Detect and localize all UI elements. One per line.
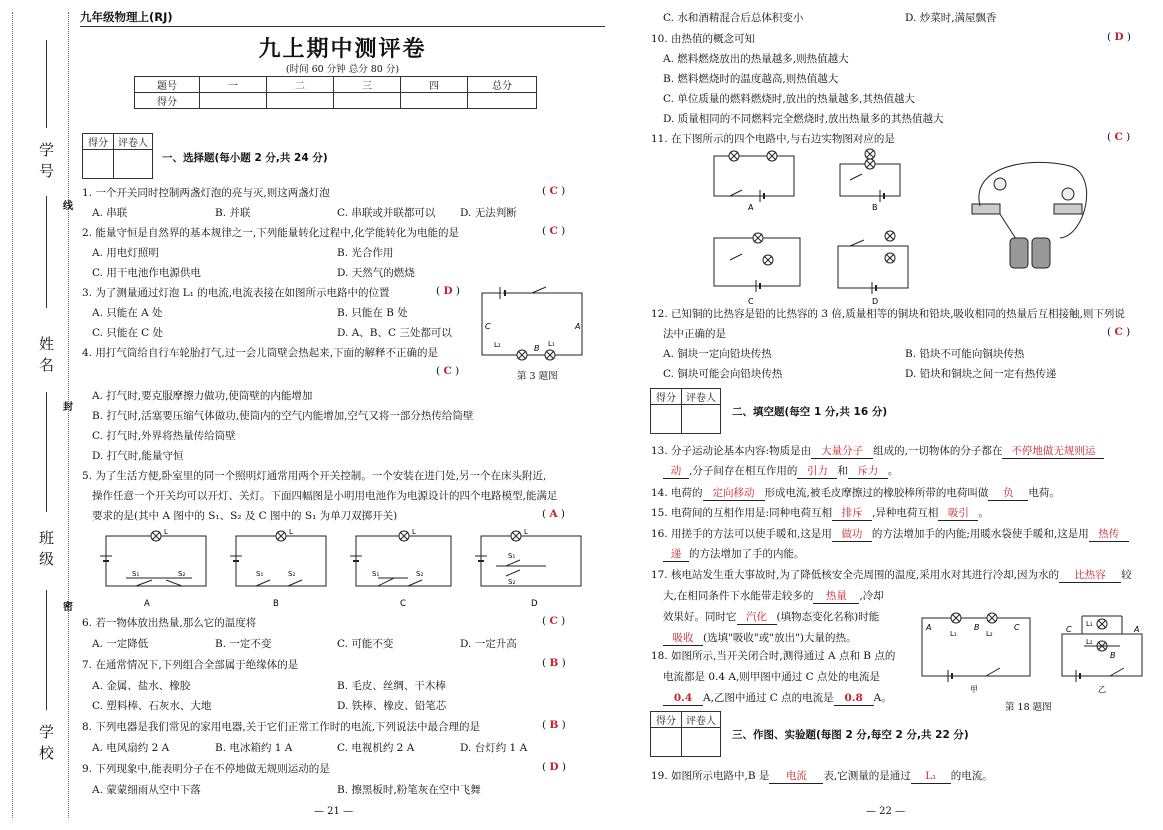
score-header-cell: 一 — [200, 77, 267, 93]
q5-line-2: 操作任意一个开关均可以开灯、关灯。下面四幅图是小明用电池作为电源设计的四个电路模型,能满足 — [92, 490, 558, 502]
section-2-title: 二、填空题(每空 1 分,共 16 分) — [732, 406, 888, 418]
svg-text:C: C — [1066, 625, 1072, 634]
q11-label-a: A — [748, 203, 754, 212]
svg-text:S₂: S₂ — [178, 570, 186, 578]
q4-answer-bracket: ( C ) — [436, 365, 460, 377]
grader-label: 评卷人 — [682, 712, 721, 728]
q10-stem: 10. 由热值的概念可知 — [651, 33, 756, 45]
score-cell — [267, 93, 334, 109]
grade-label: 得分 — [651, 389, 682, 405]
q9-answer-bracket: ( D ) — [542, 761, 566, 773]
q8-stem: 8. 下列电器是我们常见的家用电器,关于它们正常工作时的电流,下列说法中最合理的是 — [82, 721, 481, 733]
q12-answer: C — [1114, 326, 1123, 338]
q8-option-a: A. 电风扇约 2 A — [92, 742, 170, 754]
q6-answer: C — [549, 615, 558, 627]
q17-blank-4: 吸收 — [663, 632, 703, 646]
section-1-title: 一、选择题(每小题 2 分,共 24 分) — [162, 152, 328, 164]
q6-stem: 6. 若一物体放出热量,那么它的温度将 — [82, 617, 257, 629]
section-3-title: 三、作图、实验题(每图 2 分,每空 2 分,共 22 分) — [732, 729, 969, 741]
q3-lamp-l2: L₂ — [494, 341, 501, 349]
q9-option-a: A. 蒙蒙细雨从空中下落 — [92, 784, 201, 796]
score-header-cell: 三 — [334, 77, 401, 93]
q8-answer: B — [549, 719, 559, 731]
svg-text:B: B — [974, 623, 980, 632]
score-cell — [334, 93, 401, 109]
page-subtitle: (时间 60 分钟 总分 80 分) — [285, 64, 400, 75]
class-blank — [46, 392, 47, 512]
q5-answer: A — [549, 508, 558, 520]
q3-option-b: B. 只能在 B 处 — [337, 307, 408, 319]
q5-line-3: 要求的是(其中 A 图中的 S₁、S₂ 及 C 图中的 S₁ 为单刀双掷开关) — [92, 510, 398, 522]
grade-label: 得分 — [83, 134, 114, 150]
svg-text:C: C — [1014, 623, 1020, 632]
q18-label-yi: 乙 — [1098, 685, 1106, 694]
q1-option-d: D. 无法判断 — [460, 207, 517, 219]
q16-blank-2-cont: 递 — [663, 548, 689, 562]
grader-label: 评卷人 — [682, 389, 721, 405]
q8-answer-bracket: ( B ) — [542, 719, 566, 731]
q2-stem: 2. 能量守恒是自然界的基本规律之一,下列能量转化过程中,化学能转化为电能的是 — [82, 227, 460, 239]
page-number-right: — 22 — — [866, 806, 906, 817]
score-cell — [401, 93, 468, 109]
q3-circuit-figure — [472, 283, 594, 363]
svg-text:L₂: L₂ — [1086, 638, 1093, 646]
svg-text:S₁: S₁ — [372, 570, 380, 578]
q1-answer-bracket: ( C ) — [542, 185, 566, 197]
q3-lamp-l1: L₁ — [548, 340, 555, 348]
q12-line-2: 法中正确的是 — [663, 328, 726, 340]
q13-blank-3: 引力 — [797, 465, 837, 479]
q6-answer-bracket: ( C ) — [542, 615, 566, 627]
q2-answer-bracket: ( C ) — [542, 225, 566, 237]
seal-mark-seal: 封 — [63, 402, 73, 413]
q6-option-b: B. 一定不变 — [215, 638, 272, 650]
q19-blank-1: 电流 — [769, 770, 823, 784]
svg-text:L₁: L₁ — [950, 630, 957, 638]
q13-line-2: 动 ,分子间存在相互作用的 引力 和 斥力 。 — [663, 463, 898, 479]
svg-text:B: B — [1110, 651, 1116, 660]
q7-option-b: B. 毛皮、丝绸、干木棒 — [337, 680, 446, 692]
seal-mark-secret: 密 — [63, 602, 73, 613]
q4-option-b: B. 打气时,活塞要压缩气体做功,使筒内的空气内能增加,空气又将一部分热传给筒壁 — [92, 410, 474, 422]
q16-line-2: 递 的方法增加了手的内能。 — [663, 546, 805, 562]
q4-answer: C — [443, 365, 452, 377]
q12-answer-bracket: ( C ) — [1107, 326, 1131, 338]
q18-blank-2: 0.8 — [834, 692, 874, 706]
q3-figure-caption: 第 3 题图 — [517, 371, 558, 382]
q10-option-d: D. 质量相同的不同燃料完全燃烧时,放出热量多的其热值越大 — [663, 113, 944, 125]
q13-blank-4: 斥力 — [848, 465, 888, 479]
q18-blank-1: 0.4 — [663, 692, 703, 706]
school-label: 学校 — [37, 724, 55, 766]
q4-option-d: D. 打气时,能量守恒 — [92, 450, 184, 462]
q18-label-jia: 甲 — [970, 685, 978, 694]
q11-stem: 11. 在下图所示的四个电路中,与右边实物图对应的是 — [651, 133, 895, 145]
q8-option-d: D. 台灯约 1 A — [460, 742, 528, 754]
dotted-border-inner — [68, 12, 69, 818]
q5-lamp-l-d: L — [524, 528, 528, 536]
q17-blank-3: 汽化 — [737, 611, 777, 625]
q10-option-a: A. 燃料燃烧放出的热量越多,则热值越大 — [663, 53, 849, 65]
q8-option-b: B. 电冰箱约 1 A — [215, 742, 293, 754]
svg-text:A: A — [926, 623, 932, 632]
q14-line: 14. 电荷的 定向移动 形成电流,被毛皮摩擦过的橡胶棒所带的电荷叫做 负 电荷。 — [651, 487, 1060, 499]
number-label: 学号 — [37, 142, 55, 184]
q16-line-1: 16. 用搓手的方法可以使手暖和,这是用 做功 的方法增加手的内能;用暖水袋使手暖和,这是用 热传 — [651, 526, 1129, 542]
q5-label-c: C — [400, 599, 406, 608]
q11-label-b: B — [872, 203, 878, 212]
q9-option-b: B. 擦黑板时,粉笔灰在空中飞舞 — [337, 784, 481, 796]
page-number-left: — 21 — — [314, 806, 354, 817]
q12-option-b: B. 铅块不可能向铜块传热 — [905, 348, 1025, 360]
q1-option-b: B. 并联 — [215, 207, 251, 219]
q12-option-a: A. 铜块一定向铅块传热 — [663, 348, 772, 360]
q13-blank-2-cont: 动 — [663, 465, 689, 479]
q10-option-c: C. 单位质量的燃料燃烧时,放出的热量越多,其热值越大 — [663, 93, 916, 105]
binding-strip — [0, 0, 73, 830]
q11-answer: C — [1114, 131, 1123, 143]
dotted-border-outer — [12, 12, 13, 818]
q11-label-d: D — [872, 297, 879, 306]
grade-label: 得分 — [651, 712, 682, 728]
q12-option-c: C. 铜块可能会向铅块传热 — [663, 368, 783, 380]
q5-label-a: A — [144, 599, 150, 608]
q5-answer-bracket: ( A ) — [542, 508, 566, 520]
grade-box-3 — [650, 711, 721, 757]
q9-option-c: C. 水和酒精混合后总体积变小 — [663, 12, 804, 24]
seal-mark-line: 线 — [63, 201, 73, 212]
q17-line-3: 效果好。同时它 汽化 (填物态变化名称)时能 — [663, 611, 880, 623]
grader-label: 评卷人 — [114, 134, 153, 150]
q15-line: 15. 电荷间的互相作用是:同种电荷互相 排斥 ,异种电荷互相 吸引 。 — [651, 507, 989, 519]
q8-option-c: C. 电视机约 2 A — [337, 742, 415, 754]
q3-option-d: D. A、B、C 三处都可以 — [337, 327, 452, 339]
q6-option-c: C. 可能不变 — [337, 638, 394, 650]
score-cell — [468, 93, 537, 109]
q2-option-a: A. 用电灯照明 — [92, 247, 159, 259]
q4-stem: 4. 用打气筒给自行车轮胎打气,过一会儿筒壁会热起来,下面的解释不正确的是 — [82, 347, 439, 359]
q3-point-c: C — [485, 322, 491, 331]
q1-answer: C — [549, 185, 558, 197]
q3-answer-bracket: ( D ) — [436, 285, 460, 297]
q5-lamp-l-c: L — [412, 528, 416, 536]
q13-blank-2: 不停地做无规则运 — [1002, 445, 1104, 459]
grade-box-1 — [82, 133, 153, 179]
q4-option-c: C. 打气时,外界将热量传给筒壁 — [92, 430, 236, 442]
q14-blank-1: 定向移动 — [703, 487, 765, 501]
score-row-label: 得分 — [135, 93, 200, 109]
score-cell — [200, 93, 267, 109]
q17-line-2: 大,在相同条件下水能带走较多的 热量 ,冷却 — [663, 590, 884, 602]
svg-text:S₁: S₁ — [508, 552, 516, 560]
q1-option-a: A. 串联 — [92, 207, 128, 219]
svg-text:A: A — [1134, 625, 1140, 634]
q18-line-3: 0.4 A,乙图中通过 C 点的电流是 0.8 A。 — [663, 690, 892, 706]
q5-line-1: 5. 为了生活方便,卧室里的同一个照明灯通常用两个开关控制。一个安装在进门处,另一个在床头附近, — [82, 470, 547, 482]
q17-line-4: 吸收 (选填"吸收"或"放出")大量的热。 — [663, 630, 857, 646]
name-label: 姓名 — [37, 336, 55, 378]
q5-label-d: D — [531, 599, 538, 608]
grade-box-2 — [650, 388, 721, 434]
q6-option-a: A. 一定降低 — [92, 638, 149, 650]
svg-text:L₁: L₁ — [1086, 620, 1093, 628]
number-blank — [46, 40, 47, 128]
q19-line: 19. 如图所示电路中,B 是 电流 表,它测量的是通过 L₁ 的电流。 — [651, 770, 993, 782]
score-header-cell: 二 — [267, 77, 334, 93]
q9-stem: 9. 下列现象中,能表明分子在不停地做无规则运动的是 — [82, 763, 330, 775]
q10-option-b: B. 燃料燃烧时的温度越高,则热值越大 — [663, 73, 839, 85]
q1-stem: 1. 一个开关同时控制两盏灯泡的亮与灭,则这两盏灯泡 — [82, 187, 330, 199]
q18-line-2: 电流都是 0.4 A,则甲图中通过 C 点处的电流是 — [663, 671, 881, 683]
score-table — [134, 76, 537, 109]
q3-option-a: A. 只能在 A 处 — [92, 307, 163, 319]
q7-answer: B — [549, 657, 559, 669]
q5-lamp-l-a: L — [164, 528, 168, 536]
q17-blank-1: 比热容 — [1059, 569, 1121, 583]
q13-line-1: 13. 分子运动论基本内容:物质是由 大量分子 组成的,一切物体的分子都在 不停地做无规则运 — [651, 443, 1104, 459]
q11-answer-bracket: ( C ) — [1107, 131, 1131, 143]
q15-blank-1: 排斥 — [832, 507, 872, 521]
q18-circuits-figure — [912, 606, 1152, 696]
q17-blank-2: 热量 — [813, 590, 859, 604]
q7-option-d: D. 铁棒、橡皮、铅笔芯 — [337, 700, 447, 712]
q7-option-c: C. 塑料棒、石灰水、大地 — [92, 700, 212, 712]
header-rule — [80, 26, 605, 27]
q9-answer: D — [549, 761, 559, 773]
q5-label-b: B — [273, 599, 279, 608]
q5-lamp-l-b: L — [289, 528, 293, 536]
q11-label-c: C — [748, 297, 754, 306]
q9-option-d: D. 炒菜时,满屋飘香 — [905, 12, 997, 24]
q6-option-d: D. 一定升高 — [460, 638, 517, 650]
q4-option-a: A. 打气时,要克服摩擦力做功,使筒壁的内能增加 — [92, 390, 313, 402]
q2-answer: C — [549, 225, 558, 237]
score-header-cell: 四 — [401, 77, 468, 93]
q16-blank-1: 做功 — [832, 528, 872, 542]
q15-blank-2: 吸引 — [938, 507, 978, 521]
q14-blank-2: 负 — [988, 487, 1028, 501]
q18-line-1: 18. 如图所示,当开关闭合时,测得通过 A 点和 B 点的 — [651, 650, 896, 662]
svg-text:S₂: S₂ — [288, 570, 296, 578]
q11-circuits-figure — [700, 146, 1160, 306]
class-label: 班级 — [37, 530, 55, 572]
q1-option-c: C. 串联或并联都可以 — [337, 207, 436, 219]
q7-answer-bracket: ( B ) — [542, 657, 566, 669]
q7-option-a: A. 金属、盐水、橡胶 — [92, 680, 191, 692]
svg-text:S₁: S₁ — [256, 570, 264, 578]
q2-option-b: B. 光合作用 — [337, 247, 394, 259]
q13-blank-1: 大量分子 — [811, 445, 873, 459]
q3-point-a: A — [575, 322, 581, 331]
svg-text:L₂: L₂ — [986, 630, 993, 638]
page-title: 九上期中测评卷 — [258, 36, 427, 62]
q16-blank-2: 热传 — [1089, 528, 1129, 542]
q7-stem: 7. 在通常情况下,下列组合全部属于绝缘体的是 — [82, 659, 299, 671]
name-blank — [46, 196, 47, 308]
score-header-cell: 题号 — [135, 77, 200, 93]
q3-stem: 3. 为了测量通过灯泡 L₁ 的电流,电流表接在如图所示电路中的位置 — [82, 287, 390, 299]
q5-circuits-figure — [96, 526, 596, 608]
score-header-cell: 总分 — [468, 77, 537, 93]
q10-answer-bracket: ( D ) — [1107, 31, 1131, 43]
q18-figure-caption: 第 18 题图 — [1005, 702, 1052, 713]
svg-text:S₂: S₂ — [508, 578, 516, 586]
svg-text:S₂: S₂ — [416, 570, 424, 578]
school-blank — [46, 590, 47, 710]
q12-line-1: 12. 已知铜的比热容是铅的比热容的 3 倍,质量相等的铜块和铅块,吸收相同的热量后互相接触,则下列说 — [651, 308, 1125, 320]
q3-point-b: B — [534, 344, 540, 353]
q3-answer: D — [443, 285, 453, 297]
svg-text:S₁: S₁ — [132, 570, 140, 578]
q3-option-c: C. 只能在 C 处 — [92, 327, 164, 339]
q19-blank-2: L₁ — [911, 770, 951, 784]
q12-option-d: D. 铅块和铜块之间一定有热传递 — [905, 368, 1057, 380]
q17-line-1: 17. 核电站发生重大事故时,为了降低核安全壳周围的温度,采用水对其进行冷却,因为水的 比热容 较 — [651, 569, 1132, 581]
subject-label: 九年级物理上(RJ) — [80, 10, 173, 24]
q2-option-c: C. 用干电池作电源供电 — [92, 267, 201, 279]
q10-answer: D — [1114, 31, 1124, 43]
q2-option-d: D. 天然气的燃烧 — [337, 267, 415, 279]
